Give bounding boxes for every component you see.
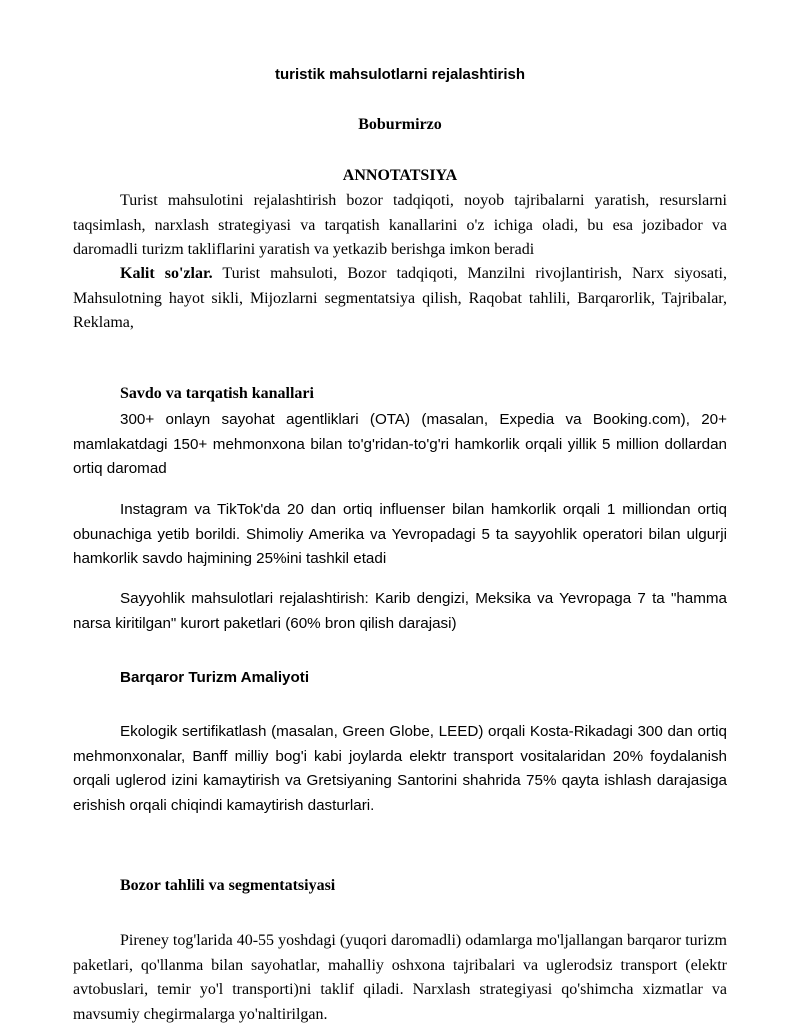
sustainable-paragraph-1: Ekologik sertifikatlash (masalan, Green Globe, LEED) orqali Kosta-Rikadagi 300 dan ortiq mehmonxonalar, Banff milliy bog'i kabi joylarda elektr transport vositalaridan 20% foydalanish orqali uglerod izini kamaytirish va Gretsiyaning Santorini shahrida 75% qayta ishlash darajasiga erishish orqali chiqindi kamaytirish dasturlari. — [73, 723, 727, 814]
annotation-heading: ANNOTATSIYA — [342, 167, 458, 184]
sales-paragraph-3: Sayyohlik mahsulotlari rejalashtirish: Karib dengizi, Meksika va Yevropaga 7 ta "hamma narsa kiritilgan" kurort paketlari (60% bron qilish darajasi) — [73, 590, 727, 632]
keywords-text: Turist mahsuloti, Bozor tadqiqoti, Manzilni rivojlantirish, Narx siyosati, Mahsulotning hayot sikli, Mijozlarni segmentatsiya qilish, Raqobat tahlili, Barqarorlik, Tajribalar, Reklama, — [73, 265, 728, 331]
section-heading-sustainable: Barqaror Turizm Amaliyoti — [120, 669, 310, 686]
market-paragraph-1: Pireney tog'larida 40-55 yoshdagi (yuqori daromadli) odamlarga mo'ljallangan barqaror turizm paketlari, qo'llanma bilan sayohatlar, mahalliy oshxona tajribalari va uglerodsiz transport (elektr avtobuslari, temir yo'l transporti)ni taklif qiladi. Narxlash strategiyasi qo'shimcha xizmatlar va mavsumiy chegirmalarga yo'naltirilgan. — [73, 932, 727, 1023]
sales-paragraph-1: 300+ onlayn sayohat agentliklari (OTA) (masalan, Expedia va Booking.com), 20+ mamlakatdagi 150+ mehmonxona bilan to'g'ridan-to'g'ri hamkorlik orqali yillik 5 million dollardan ortiq daromad — [73, 411, 727, 477]
keywords-label: Kalit so'zlar. — [120, 265, 213, 282]
annotation-paragraph: Turist mahsulotini rejalashtirish bozor tadqiqoti, noyob tajribalarni yaratish, resurslarni taqsimlash, narxlash strategiyasi va tarqatish kanallarini o'z ichiga oladi, bu esa jozibador va daromadli turizm takliflarini yaratish va yetkazib berishga imkon beradi — [73, 192, 727, 258]
section-heading-sales: Savdo va tarqatish kanallari — [120, 385, 314, 402]
section-heading-market: Bozor tahlili va segmentatsiyasi — [120, 877, 336, 894]
sales-paragraph-2: Instagram va TikTok'da 20 dan ortiq influenser bilan hamkorlik orqali 1 milliondan ortiq obunachiga yetib borildi. Shimoliy Amerika va Yevropadagi 5 ta sayyohlik operatori bilan ulgurji hamkorlik savdo hajmining 25%ini tashkil etadi — [73, 501, 727, 567]
keywords-paragraph — [73, 262, 727, 336]
author-name: Boburmirzo — [358, 116, 442, 133]
document-title: turistik mahsulotlarni rejalashtirish — [274, 66, 526, 83]
